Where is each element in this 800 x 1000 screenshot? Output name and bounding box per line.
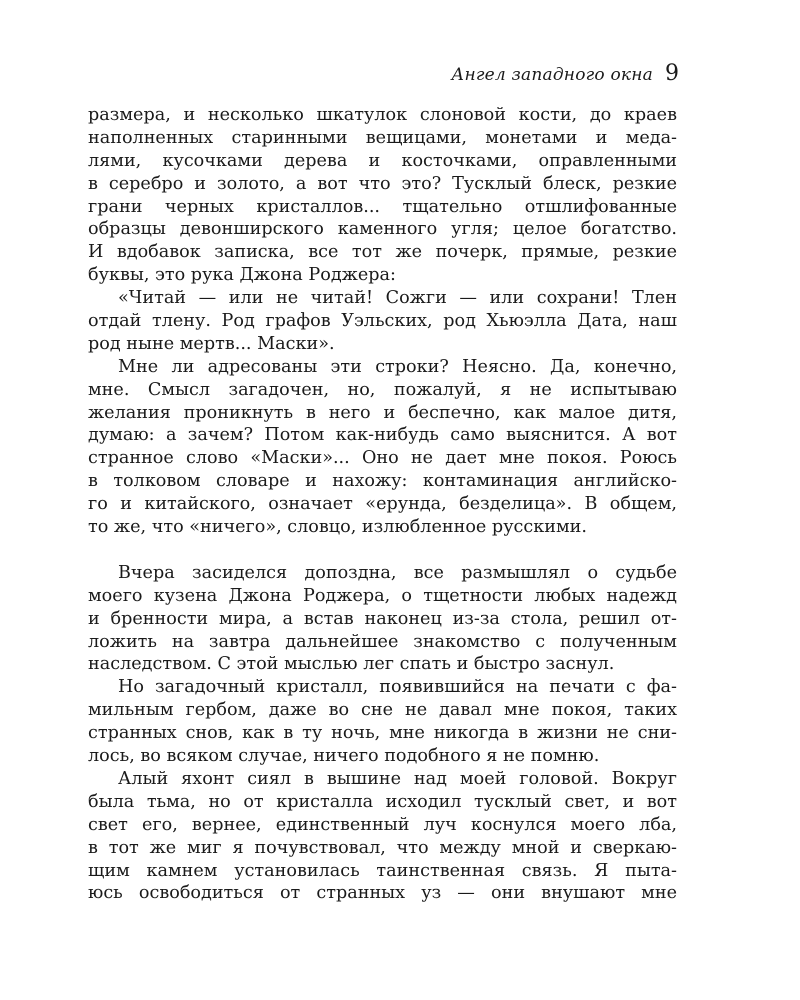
text-line: отдай тлену. Род графов Уэльских, род Хьюэлла Дата, наш: [88, 311, 677, 332]
text-line: ложить на завтра дальнейшее знакомство с полученным: [88, 631, 677, 652]
paragraph: [88, 356, 677, 539]
text-line: образцы девонширского каменного угля; целое богатство.: [88, 219, 677, 240]
text-line: Вчера засиделся допоздна, все размышлял о судьбе: [118, 562, 677, 583]
text-line: грани черных кристаллов... тщательно отшлифованные: [88, 196, 677, 217]
paragraph: [88, 287, 677, 356]
text-line: буквы, это рука Джона Роджера:: [88, 265, 396, 286]
text-line: мне. Смысл загадочен, но, пожалуй, я не испытываю: [88, 379, 677, 400]
text-line: лями, кусочками дерева и косточками, оправленными: [88, 150, 677, 171]
text-line: в серебро и золото, а вот что это? Тусклый блеск, резкие: [88, 173, 677, 194]
paragraph: [88, 104, 677, 287]
running-head: [451, 61, 679, 86]
text-line: го и китайского, означает «ерунда, безделица». В общем,: [88, 494, 677, 515]
text-line: свет его, вернее, единственный луч коснулся моего лба,: [88, 814, 677, 835]
text-line: лось, во всяком случае, ничего подобного я не помню.: [88, 746, 600, 767]
text-line: мильным гербом, даже во сне не давал мне покоя, таких: [88, 700, 677, 721]
text-line: и бренности мира, а встав наконец из-за стола, решил от-: [88, 608, 677, 629]
text-line: щим камнем установилась таинственная связь. Я пыта-: [88, 860, 677, 881]
text-line: была тьма, но от кристалла исходил тусклый свет, и вот: [88, 791, 677, 812]
text-line: наполненных старинными вещицами, монетами и меда-: [88, 127, 677, 148]
text-line: думаю: а зачем? Потом как-нибудь само выяснится. А вот: [88, 425, 677, 446]
paragraph: [88, 768, 677, 905]
page-number: 9: [665, 61, 679, 86]
text-line: Алый яхонт сиял в вышине над моей головой. Вокруг: [118, 768, 677, 789]
text-line: в тот же миг я почувствовал, что между мной и сверкаю-: [88, 837, 677, 858]
text-line: странных снов, как в ту ночь, мне никогда в жизни не сни-: [88, 723, 677, 744]
section-break: [88, 539, 677, 562]
paragraph: [88, 676, 677, 768]
text-line: моего кузена Джона Роджера, о тщетности любых надежд: [88, 585, 677, 606]
text-line: Но загадочный кристалл, появившийся на печати с фа-: [118, 677, 677, 698]
text-line: «Читай — или не читай! Сожги — или сохрани! Тлен: [118, 288, 677, 309]
text-line: в толковом словаре и нахожу: контаминация английско-: [88, 471, 677, 492]
body-text: [88, 104, 677, 905]
text-line: юсь освободиться от странных уз — они внушают мне: [88, 883, 677, 904]
text-line: Мне ли адресованы эти строки? Неясно. Да, конечно,: [118, 356, 677, 377]
text-line: род ныне мертв... Маски».: [88, 333, 335, 354]
text-line: желания проникнуть в него и беспечно, как малое дитя,: [88, 402, 677, 423]
text-line: размера, и несколько шкатулок слоновой кости, до краев: [88, 105, 677, 125]
running-title: Ангел западного окна: [451, 65, 653, 85]
text-line: И вдобавок записка, все тот же почерк, прямые, резкие: [88, 242, 677, 263]
text-line: то же, что «ничего», словцо, излюбленное русскими.: [88, 517, 587, 538]
text-line: наследством. С этой мыслью лег спать и быстро заснул.: [88, 654, 615, 675]
text-line: странное слово «Маски»... Оно не дает мне покоя. Роюсь: [88, 448, 677, 469]
paragraph: [88, 562, 677, 676]
